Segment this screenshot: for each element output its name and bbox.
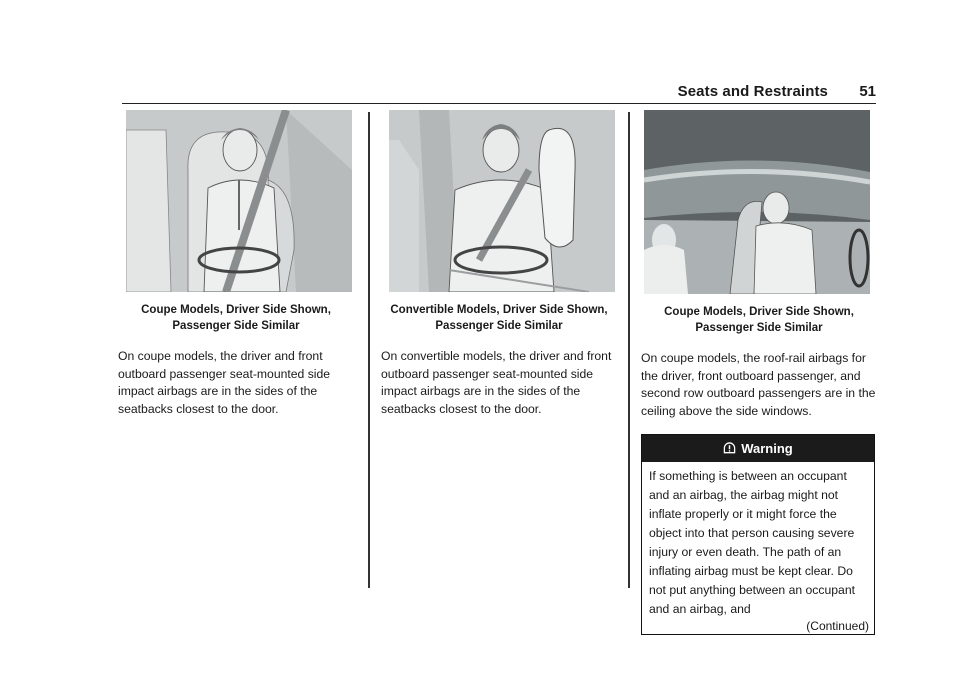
column-1 xyxy=(118,110,354,418)
warning-box xyxy=(641,434,875,635)
body-paragraph: On coupe models, the driver and front outboard passenger seat-mounted side impact airbags are in the sides of the seatbacks closest to the door. xyxy=(118,349,331,416)
continued-label: (Continued) xyxy=(806,619,869,633)
figure-caption: Coupe Models, Driver Side Shown, Passenger Side Similar xyxy=(664,306,854,334)
body-paragraph: On convertible models, the driver and front outboard passenger seat-mounted side impact airbags are in the sides of the seatbacks closest to the door. xyxy=(381,349,612,416)
warning-icon xyxy=(723,441,736,456)
column-2 xyxy=(381,110,617,418)
convertible-seat-airbag-illustration xyxy=(389,110,615,292)
section-title: Seats and Restraints xyxy=(677,83,828,100)
warning-title: Warning xyxy=(741,441,793,456)
column-divider xyxy=(628,112,630,588)
figure-caption: Convertible Models, Driver Side Shown, Passenger Side Similar xyxy=(390,304,608,332)
roof-rail-airbag-illustration xyxy=(644,110,870,294)
warning-text: If something is between an occupant and an airbag, the airbag might not inflate properly or it might force the object into that person causing severe injury or even death. The path of an inflating airbag must be kept clear. Do not put anything between an occupant and an airbag, and xyxy=(649,469,855,616)
page-header xyxy=(122,83,876,104)
figure-caption: Coupe Models, Driver Side Shown, Passenger Side Similar xyxy=(141,304,331,332)
warning-header xyxy=(642,435,874,462)
page-number: 51 xyxy=(859,83,876,100)
column-divider xyxy=(368,112,370,588)
coupe-seat-airbag-illustration xyxy=(126,110,352,292)
body-paragraph: On coupe models, the roof-rail airbags for the driver, front outboard passenger, and second row outboard passengers are in the ceiling above the side windows. xyxy=(641,351,876,418)
column-3 xyxy=(641,110,877,635)
